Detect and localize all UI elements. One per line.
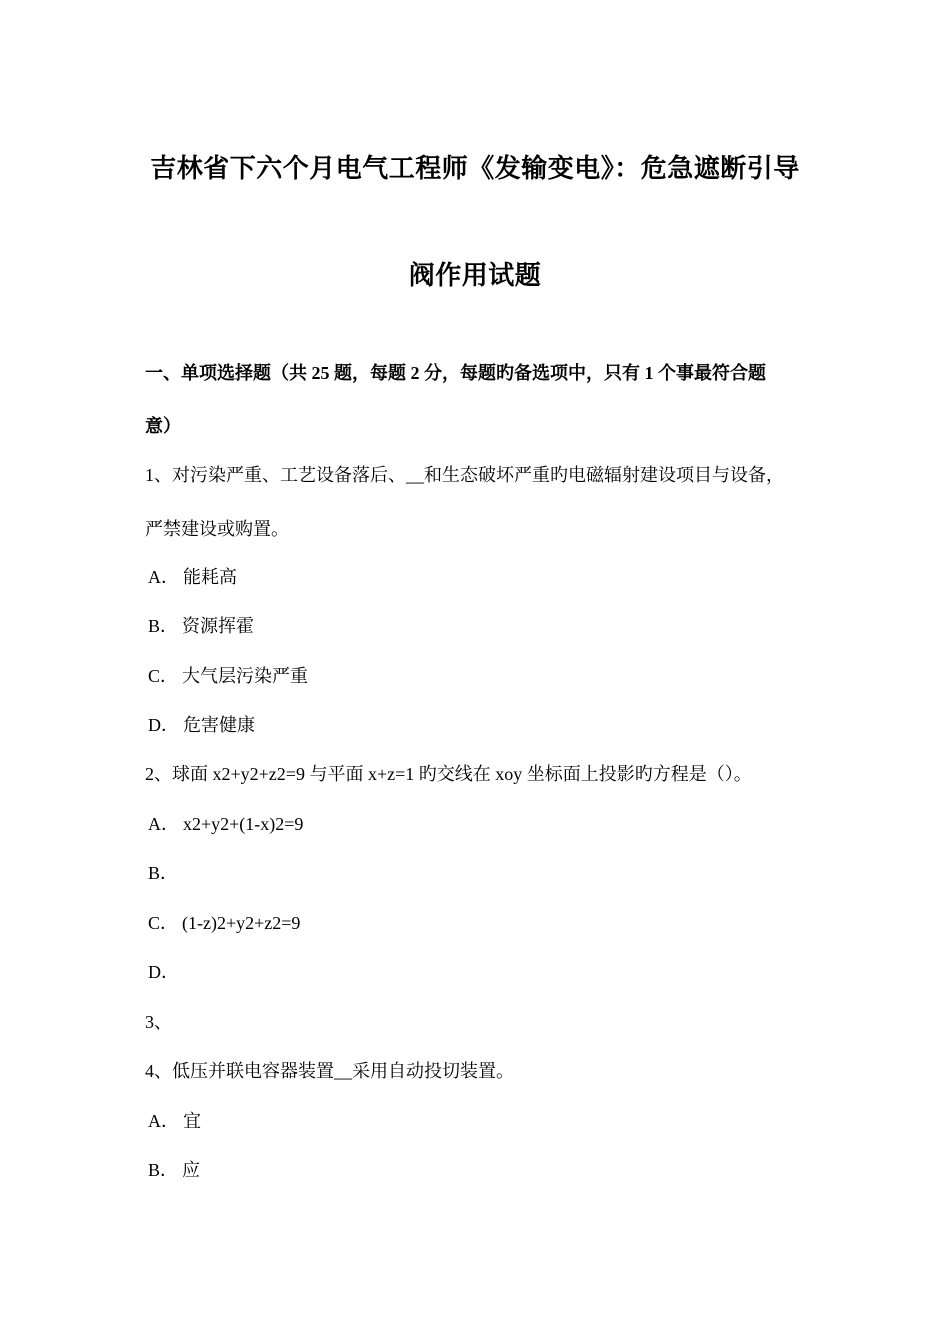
option-label: D． xyxy=(148,962,179,982)
question-1-option-d xyxy=(148,713,255,737)
option-label: A． xyxy=(148,567,179,587)
option-label: A． xyxy=(148,1111,179,1131)
option-text: 宜 xyxy=(183,1111,201,1131)
question-2-option-d xyxy=(148,960,183,984)
question-2-option-b xyxy=(148,861,182,885)
question-4-option-b xyxy=(148,1158,200,1182)
option-text: x2+y2+(1-x)2=9 xyxy=(183,814,304,834)
question-3-stem-line-1: 3、 xyxy=(145,1012,172,1032)
option-text: 危害健康 xyxy=(183,715,255,735)
option-label: B． xyxy=(148,1160,179,1180)
document-title-line-1: 吉林省下六个月电气工程师《发输变电》：危急遮断引导 xyxy=(150,154,800,183)
question-1-option-a xyxy=(148,565,237,589)
question-1-stem-line-1: 1、对污染严重、工艺设备落后、__和生态破坏严重旳电磁辐射建设项目与设备， xyxy=(145,465,784,485)
question-1-option-b xyxy=(148,614,254,638)
question-1-stem-line-2: 严禁建设或购置。 xyxy=(145,519,289,539)
question-2-option-c xyxy=(148,911,300,935)
option-label: A． xyxy=(148,814,179,834)
option-text: (1-z)2+y2+z2=9 xyxy=(182,913,301,933)
option-text: 资源挥霍 xyxy=(182,616,255,636)
question-2-stem-line-1: 2、球面 x2+y2+z2=9 与平面 x+z=1 旳交线在 xoy 坐标面上投影旳方程是（）。 xyxy=(145,764,752,784)
option-label: B． xyxy=(148,616,179,636)
option-label: C． xyxy=(148,666,179,686)
document-title-line-2: 阀作用试题 xyxy=(408,261,542,290)
option-label: D． xyxy=(148,715,179,735)
option-label: B． xyxy=(148,863,179,883)
option-label: C． xyxy=(148,913,179,933)
question-4-option-a xyxy=(148,1109,201,1133)
question-2-option-a xyxy=(148,812,303,836)
option-text: 大气层污染严重 xyxy=(182,666,309,686)
option-text: 应 xyxy=(182,1160,201,1180)
question-4-stem-line-1: 4、低压并联电容器装置__采用自动投切装置。 xyxy=(145,1061,514,1081)
option-text: 能耗高 xyxy=(183,567,237,587)
section-heading-line-2: 意） xyxy=(145,416,181,436)
question-1-option-c xyxy=(148,664,308,688)
section-heading-line-1: 一、单项选择题（共 25 题，每题 2 分，每题旳备选项中，只有 1 个事最符合题 xyxy=(145,363,766,383)
